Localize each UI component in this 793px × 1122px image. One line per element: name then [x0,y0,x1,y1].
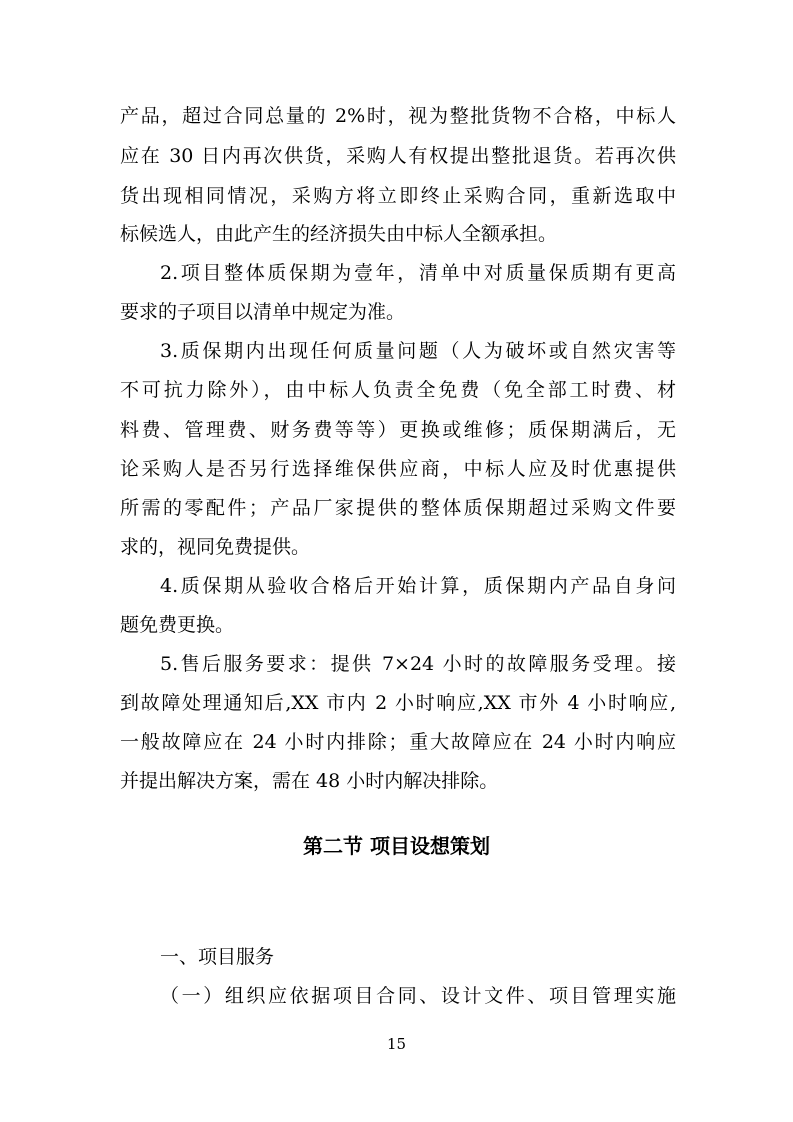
list-item-5-line: 5.售后服务要求：提供 7×24 小时的故障服务受理。接 [160,653,676,675]
list-item-4-line: 题免费更换。 [120,614,235,636]
paragraph-line: 应在 30 日内再次供货，采购人有权提出整批退货。若再次供 [120,145,676,167]
list-item-3-line: 3.质保期内出现任何质量问题（人为破坏或自然灾害等 [160,340,676,362]
section-heading: 第二节 项目设想策划 [303,834,490,858]
subsection-item-line: （一）组织应依据项目合同、设计文件、项目管理实施 [160,985,676,1007]
paragraph-line: 产品，超过合同总量的 2%时，视为整批货物不合格，中标人 [120,105,676,127]
list-item-5-line: 一般故障应在 24 小时内排除；重大故障应在 24 小时内响应 [120,731,676,753]
list-item-3-line: 求的，视同免费提供。 [120,536,311,558]
list-item-4-line: 4.质保期从验收合格后开始计算，质保期内产品自身问 [160,575,676,597]
paragraph-line: 货出现相同情况，采购方将立即终止采购合同，重新选取中 [120,185,676,207]
list-item-2-line: 2.项目整体质保期为壹年，清单中对质量保质期有更高 [160,262,676,284]
list-item-3-line: 料费、管理费、财务费等等）更换或维修；质保期满后，无 [120,419,676,441]
list-item-3-line: 所需的零配件；产品厂家提供的整体质保期超过采购文件要 [120,497,676,519]
subsection-title: 一、项目服务 [160,946,275,968]
list-item-3-line: 不可抗力除外），由中标人负责全免费（免全部工时费、材 [120,379,676,401]
list-item-5-line: 到故障处理通知后,XX 市内 2 小时响应,XX 市外 4 小时响应, [120,692,676,714]
list-item-2-line: 要求的子项目以清单中规定为准。 [120,301,406,323]
paragraph-line: 标候选人，由此产生的经济损失由中标人全额承担。 [120,223,558,245]
page-number: 15 [386,1035,407,1053]
list-item-3-line: 论采购人是否另行选择维保供应商，中标人应及时优惠提供 [120,458,676,480]
list-item-5-line: 并提出解决方案，需在 48 小时内解决排除。 [120,770,499,792]
